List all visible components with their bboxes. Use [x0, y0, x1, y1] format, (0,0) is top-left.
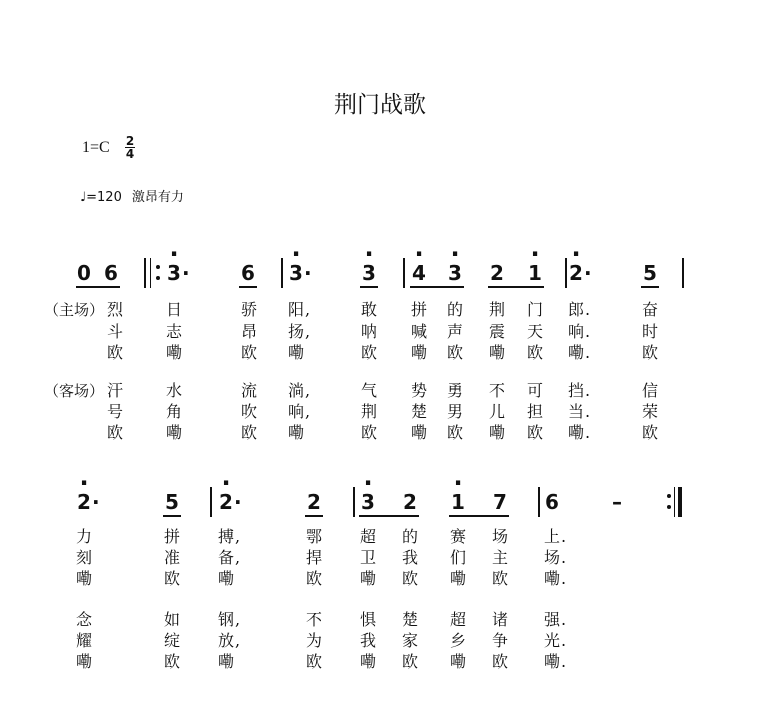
note: 2 · [566, 261, 586, 285]
lyric: 扬 [287, 322, 304, 341]
note: 3 · [164, 261, 184, 285]
lyric: 欧 [163, 569, 180, 588]
lyric: 超 [359, 527, 376, 546]
lyric: 嘞 [287, 423, 304, 442]
lyric: 昂 [240, 322, 257, 341]
lyric: 淌 [287, 381, 304, 400]
note: 2 · [74, 490, 94, 514]
lyric: 力 [75, 527, 92, 546]
barline [538, 487, 540, 517]
lyric: 嘞 [410, 423, 427, 442]
lyric: 嘞 [567, 343, 584, 362]
note: 4 · [409, 261, 429, 285]
lyric: 欧 [446, 343, 463, 362]
dot: · [234, 490, 242, 514]
punctuation: . [561, 569, 567, 588]
lyric: 奋 [641, 300, 658, 319]
lyric: 嘞 [449, 569, 466, 588]
lyric: 嘞 [543, 569, 560, 588]
lyric: 的 [401, 527, 418, 546]
lyric: 欧 [360, 343, 377, 362]
lyric: 欧 [641, 343, 658, 362]
lyric: 荣 [641, 402, 658, 421]
lyric: 欧 [491, 652, 508, 671]
punctuation: . [561, 527, 567, 546]
lyric: 惧 [359, 610, 376, 629]
dot: · [92, 490, 100, 514]
note: 3 · [286, 261, 306, 285]
lyric: 争 [491, 631, 508, 650]
lyric: 的 [446, 300, 463, 319]
eighth-underline [449, 515, 509, 517]
tempo-line [80, 186, 184, 205]
note: 7 [493, 490, 507, 514]
tempo-mark: ♩=120 [80, 190, 122, 205]
lyric: 绽 [163, 631, 180, 650]
lyric: 卫 [359, 548, 376, 567]
note: 3 · [359, 261, 379, 285]
punctuation: , [235, 527, 241, 546]
lyric: 嘞 [359, 652, 376, 671]
lyric: 斗 [106, 322, 123, 341]
lyric: 荆 [488, 300, 505, 319]
lyric: 欧 [305, 652, 322, 671]
expression-mark: 激昂有力 [131, 190, 184, 205]
lyric: 欧 [526, 423, 543, 442]
repeat-dot [667, 505, 671, 509]
lyric: 阳 [287, 300, 304, 319]
lyric: 儿 [488, 402, 505, 421]
lyric: 嘞 [217, 652, 234, 671]
note: 0 [77, 261, 91, 285]
lyric: 声 [446, 322, 463, 341]
punctuation: . [585, 402, 591, 421]
lyric: 楚 [410, 402, 427, 421]
lyric: 志 [165, 322, 182, 341]
punctuation: . [585, 343, 591, 362]
lyric: 超 [449, 610, 466, 629]
punctuation: . [585, 381, 591, 400]
key-signature: 1=C [82, 139, 110, 156]
lyric: 欧 [401, 652, 418, 671]
dot: · [304, 261, 312, 285]
lyric: 嘞 [75, 569, 92, 588]
repeat-dot [156, 276, 160, 280]
lyric: 我 [401, 548, 418, 567]
lyric: 响 [567, 322, 584, 341]
lyric: 家 [401, 631, 418, 650]
lyric: 嘞 [567, 423, 584, 442]
note: 1 · [448, 490, 468, 514]
repeat-start-thin [150, 258, 151, 288]
lyric: 信 [641, 381, 658, 400]
time-signature [124, 135, 136, 160]
lyric: 响 [287, 402, 304, 421]
lyric: 担 [526, 402, 543, 421]
lyric: 挡 [567, 381, 584, 400]
note: 3 · [358, 490, 378, 514]
lyric: 烈 [106, 300, 123, 319]
lyric: 郎 [567, 300, 584, 319]
barline [210, 487, 212, 517]
lyric: 搏 [217, 527, 234, 546]
lyric: 诸 [491, 610, 508, 629]
lyric: 嘞 [359, 569, 376, 588]
lyric: 荆 [360, 402, 377, 421]
lyric: 气 [360, 381, 377, 400]
lyric: 嘞 [410, 343, 427, 362]
lyric: 欧 [526, 343, 543, 362]
lyric: 嘞 [543, 652, 560, 671]
barline [281, 258, 283, 288]
eighth-underline [359, 515, 419, 517]
home-label: （主场） [44, 301, 105, 319]
eighth-underline [239, 286, 257, 288]
lyric: 乡 [449, 631, 466, 650]
lyric: 念 [75, 610, 92, 629]
lyric: 场 [491, 527, 508, 546]
lyric: 男 [446, 402, 463, 421]
lyric: 主 [491, 548, 508, 567]
lyric: 勇 [446, 381, 463, 400]
eighth-underline [360, 286, 378, 288]
time-signature-top: 2 [125, 134, 135, 148]
lyric: 放 [217, 631, 234, 650]
lyric: 欧 [240, 423, 257, 442]
lyric: 时 [641, 322, 658, 341]
lyric: 欧 [446, 423, 463, 442]
lyric: 欧 [641, 423, 658, 442]
lyric: 不 [305, 610, 322, 629]
note: 2 [307, 490, 321, 514]
lyric: 天 [526, 322, 543, 341]
lyric: 嘞 [165, 343, 182, 362]
lyric: 嘞 [217, 569, 234, 588]
lyric: 赛 [449, 527, 466, 546]
dot: · [182, 261, 190, 285]
lyric: 场 [543, 548, 560, 567]
repeat-dot [156, 265, 160, 269]
lyric: 嘞 [165, 423, 182, 442]
away-label: （客场） [44, 382, 105, 400]
lyric: 呐 [360, 322, 377, 341]
lyric: 嘞 [449, 652, 466, 671]
lyric: 上 [543, 527, 560, 546]
lyric: 耀 [75, 631, 92, 650]
lyric: 强 [543, 610, 560, 629]
barline [682, 258, 684, 288]
lyric: 我 [359, 631, 376, 650]
lyric: 号 [106, 402, 123, 421]
eighth-underline [76, 286, 120, 288]
lyric: 喊 [410, 322, 427, 341]
lyric: 拼 [163, 527, 180, 546]
eighth-underline [488, 286, 544, 288]
note: 6 [104, 261, 118, 285]
lyric: 不 [488, 381, 505, 400]
lyric: 欧 [240, 343, 257, 362]
punctuation: , [305, 300, 311, 319]
barline [353, 487, 355, 517]
note: 6 [241, 261, 255, 285]
note: 2 [403, 490, 417, 514]
note: 2 · [216, 490, 236, 514]
punctuation: . [585, 423, 591, 442]
lyric: 嘞 [75, 652, 92, 671]
lyric: 钢 [217, 610, 234, 629]
lyric: 刻 [75, 548, 92, 567]
repeat-start-thick [144, 258, 146, 288]
lyric: 汗 [106, 381, 123, 400]
barline [403, 258, 405, 288]
lyric: 们 [449, 548, 466, 567]
lyric: 势 [410, 381, 427, 400]
eighth-underline [410, 286, 464, 288]
eighth-underline [641, 286, 659, 288]
lyric: 嘞 [488, 423, 505, 442]
extension-dash: – [612, 490, 622, 514]
lyric: 骄 [240, 300, 257, 319]
lyric: 备 [217, 548, 234, 567]
lyric: 欧 [491, 569, 508, 588]
lyric: 角 [165, 402, 182, 421]
lyric: 楚 [401, 610, 418, 629]
lyric: 门 [526, 300, 543, 319]
dot: · [584, 261, 592, 285]
lyric: 日 [165, 300, 182, 319]
lyric: 欧 [305, 569, 322, 588]
lyric: 拼 [410, 300, 427, 319]
punctuation: , [235, 631, 241, 650]
lyric: 欧 [360, 423, 377, 442]
punctuation: . [585, 300, 591, 319]
lyric: 光 [543, 631, 560, 650]
repeat-dot [667, 494, 671, 498]
repeat-end-thin [674, 487, 675, 517]
lyric: 吹 [240, 402, 257, 421]
punctuation: . [561, 610, 567, 629]
lyric: 捍 [305, 548, 322, 567]
note: 5 [165, 490, 179, 514]
lyric: 嘞 [488, 343, 505, 362]
lyric: 可 [526, 381, 543, 400]
lyric: 如 [163, 610, 180, 629]
lyric: 敢 [360, 300, 377, 319]
lyric: 当 [567, 402, 584, 421]
lyric: 准 [163, 548, 180, 567]
lyric: 欧 [106, 343, 123, 362]
repeat-end-thick [678, 487, 682, 517]
lyric: 震 [488, 322, 505, 341]
punctuation: , [305, 322, 311, 341]
eighth-underline [305, 515, 323, 517]
note: 6 [545, 490, 559, 514]
note: 1 · [525, 261, 545, 285]
lyric: 欧 [401, 569, 418, 588]
punctuation: , [305, 381, 311, 400]
note: 2 [490, 261, 504, 285]
punctuation: , [235, 548, 241, 567]
note: 5 [643, 261, 657, 285]
lyric: 欧 [106, 423, 123, 442]
time-signature-bottom: 4 [125, 147, 135, 161]
punctuation: . [561, 631, 567, 650]
lyric: 水 [165, 381, 182, 400]
lyric: 欧 [163, 652, 180, 671]
song-title: 荆门战歌 [334, 92, 426, 118]
punctuation: , [305, 402, 311, 421]
lyric: 为 [305, 631, 322, 650]
note: 3 · [445, 261, 465, 285]
punctuation: . [561, 652, 567, 671]
lyric: 流 [240, 381, 257, 400]
punctuation: . [585, 322, 591, 341]
lyric: 鄂 [305, 527, 322, 546]
lyric: 嘞 [287, 343, 304, 362]
eighth-underline [163, 515, 181, 517]
punctuation: , [235, 610, 241, 629]
punctuation: . [561, 548, 567, 567]
